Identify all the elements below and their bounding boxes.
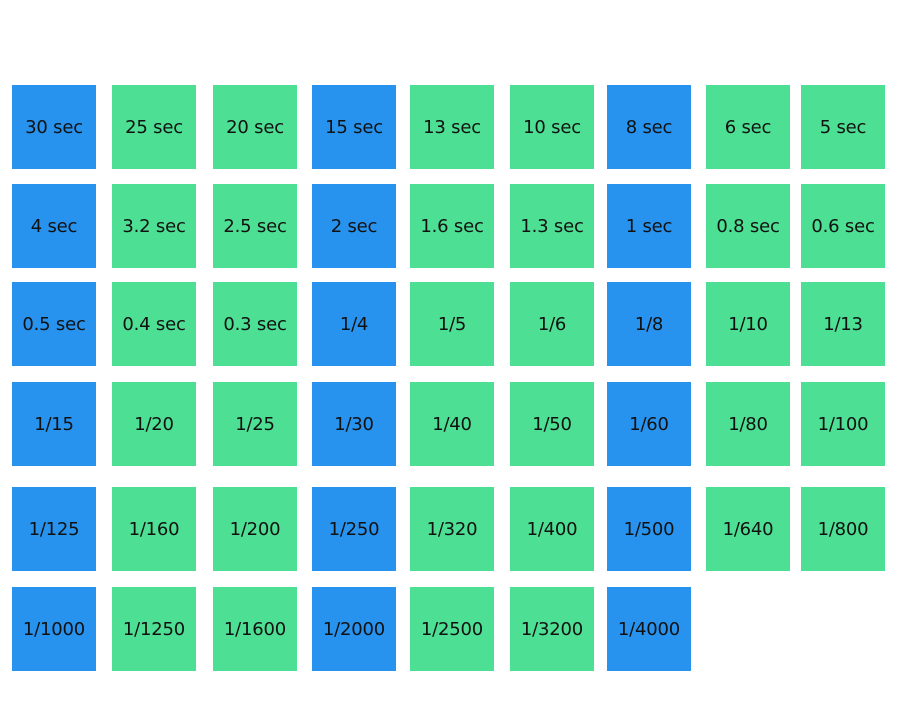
full-stop-tile: 2 sec [312, 184, 396, 268]
third-stop-tile: 1/1600 [213, 587, 297, 671]
third-stop-tile: 2.5 sec [213, 184, 297, 268]
third-stop-tile: 0.3 sec [213, 282, 297, 366]
full-stop-tile: 8 sec [607, 85, 691, 169]
full-stop-tile: 1/30 [312, 382, 396, 466]
third-stop-tile: 0.8 sec [706, 184, 790, 268]
third-stop-tile: 3.2 sec [112, 184, 196, 268]
full-stop-tile: 30 sec [12, 85, 96, 169]
full-stop-tile: 1/15 [12, 382, 96, 466]
full-stop-tile: 1 sec [607, 184, 691, 268]
full-stop-tile: 1/500 [607, 487, 691, 571]
third-stop-tile: 13 sec [410, 85, 494, 169]
third-stop-tile: 1/100 [801, 382, 885, 466]
full-stop-tile: 1/60 [607, 382, 691, 466]
third-stop-tile: 1/640 [706, 487, 790, 571]
full-stop-tile: 1/4 [312, 282, 396, 366]
full-stop-tile: 0.5 sec [12, 282, 96, 366]
third-stop-tile: 1/80 [706, 382, 790, 466]
third-stop-tile: 1/800 [801, 487, 885, 571]
third-stop-tile: 1/10 [706, 282, 790, 366]
third-stop-tile: 5 sec [801, 85, 885, 169]
third-stop-tile: 1/13 [801, 282, 885, 366]
full-stop-tile: 1/4000 [607, 587, 691, 671]
third-stop-tile: 1/320 [410, 487, 494, 571]
full-stop-tile: 1/1000 [12, 587, 96, 671]
third-stop-tile: 1.6 sec [410, 184, 494, 268]
full-stop-tile: 15 sec [312, 85, 396, 169]
third-stop-tile: 25 sec [112, 85, 196, 169]
full-stop-tile: 1/125 [12, 487, 96, 571]
third-stop-tile: 1.3 sec [510, 184, 594, 268]
third-stop-tile: 6 sec [706, 85, 790, 169]
third-stop-tile: 1/40 [410, 382, 494, 466]
full-stop-tile: 1/2000 [312, 587, 396, 671]
third-stop-tile: 0.4 sec [112, 282, 196, 366]
full-stop-tile: 4 sec [12, 184, 96, 268]
full-stop-tile: 1/8 [607, 282, 691, 366]
third-stop-tile: 1/25 [213, 382, 297, 466]
third-stop-tile: 1/6 [510, 282, 594, 366]
third-stop-tile: 1/200 [213, 487, 297, 571]
third-stop-tile: 1/50 [510, 382, 594, 466]
third-stop-tile: 1/20 [112, 382, 196, 466]
full-stop-tile: 1/250 [312, 487, 396, 571]
third-stop-tile: 0.6 sec [801, 184, 885, 268]
third-stop-tile: 20 sec [213, 85, 297, 169]
third-stop-tile: 1/2500 [410, 587, 494, 671]
third-stop-tile: 1/1250 [112, 587, 196, 671]
third-stop-tile: 1/160 [112, 487, 196, 571]
third-stop-tile: 1/3200 [510, 587, 594, 671]
third-stop-tile: 1/5 [410, 282, 494, 366]
third-stop-tile: 10 sec [510, 85, 594, 169]
third-stop-tile: 1/400 [510, 487, 594, 571]
